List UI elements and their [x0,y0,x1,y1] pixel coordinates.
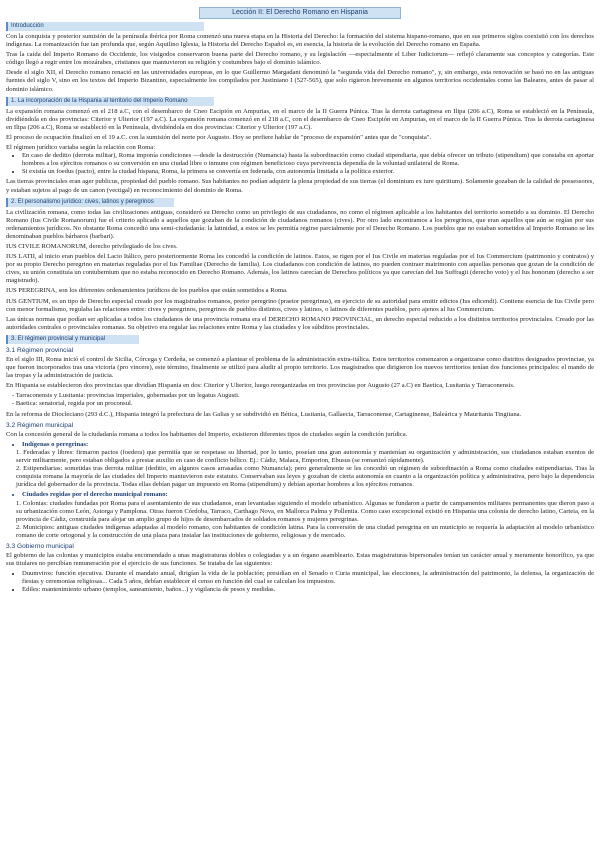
subsection-heading: 3.3 Gobierno municipal [6,542,74,550]
paragraph: IUS GENTIUM, es un tipo de Derecho especial creado por los magistrados romanos, pretor peregrino (praetor peregrinus), en ejercicio de su autoridad para emitir edictos (Ius edicendi). Contiene esencia de Ius Civile pero con menor formalismo, regulaba las relaciones entre: cives y peregrinos, peregrinos de pueblos distintos, cives y latinos, o latinos de diferentes pueblos, pero ajenos al Ius Commercium. [6,297,594,313]
list-item: • Si existía un foedus (pacto), entre la ciudad hispana, Roma, la primera se convertía en federada, con autonomía limitada a la política exterior. [22,168,594,176]
list-item: 1. Federadas y libres: firmaron pactos (foedera) que permitía que se respetase su libertad, por lo tanto, poseían una gran autonomía y mantenían su organización y administración, sus ciudadanos estaban exentos de servir militarmente, pero estaban obligados a prestar auxilio en caso de conflicto bélico. Ej.: Cádiz, Malaca, Emporion, Ebusus (se romanizó rápidamente). [16,448,594,465]
section-heading-regimen: 3. El régimen provincial y municipal [6,335,139,344]
paragraph: Las tierras provinciales eran ager publicus, propiedad del pueblo romano. Sus habitantes no podían adquirir la plena propiedad de sus tierras (el dominium ex iure quiritium). Solamente gozaban de la calidad de possessores, y estaban sujetos al pago de un canon (vectigal) en reconocimiento del dominio de Roma. [6,178,594,194]
paragraph: IUS LATII, al inicio eran pueblos del Lacio Itálico, pero posteriormente Roma les concedió la condición de latinos. Estos, se rigen por el Ius Civile en materias reguladas por el Ius Commercium (patrimonio y contratos) y por su propio Derecho peregrino en materias reguladas por el Ius Familiae (Derecho de familia). Los ciudadanos con condición de latinos, no pueden contraer matrimonio con aquellas personas que gozan de la condición de cives, su unión constituía un contubernium que no estaba reconocido en Derecho Romano. Además, los latinos carecían de Derechos políticos ya que carecían del Ius Suffragii (derecho voto) y el Ius honorum (derecho a ser magistrado). [6,253,594,285]
page-title: Lección II: El Derecho Romano en Hispania [199,7,401,19]
list-item: - Tarraconensis y Lusitania: provincias imperiales, gobernadas por un legatus Augusti. [12,392,240,400]
paragraph: IUS CIVILE ROMANORUM, derecho privilegiado de los cives. [6,242,178,250]
subsection-heading: 3.2 Régimen municipal [6,421,74,429]
category-title: • Indígenas o peregrinas: [22,441,594,449]
list-item: • Duumviros: función ejecutiva. Durante el mandato anual, dirigían la vida de la población; presidían en el Senado o Curia municipal, las elecciones, la administración del patrimonio, la defensa, la organización de fiestas y ceremonias religiosas... Cada 5 años, debían establecer el censo en función del cual se calculan los impuestos. [22,570,594,586]
paragraph: Tras la caída del Imperio Romano de Occidente, los visigodos conservaron buena parte del Derecho romano, y su legislación —especialmente el Liber Iudiciorum— reflejó claramente sus conceptos y categorías. Este código llegó a regir entre los mozárabes, cristianos que mantuvieron su religión y costumbres bajo el dominio islámico. [6,51,594,67]
peregrinas-list [6,449,594,489]
list-item: • En caso de deditio (derrota militar), Roma imponía condiciones —desde la destrucción (Numancia) hasta la subordinación como ciudad stipendiaria, que debía ofrecer un tributo (stipendium) que constaba en aportar hombres a los ejércitos romanos o su conversión en una ciudad libre o inmune con régimen beneficioso cuya pervivencia dependía de la voluntad unilateral de Roma. [22,152,594,168]
paragraph: Desde el siglo XII, el Derecho romano renació en las universidades europeas, en lo que Guillermo Margadant denominó la "segunda vida del Derecho romano", y, sin embargo, esta renovación se basó no en las antiguas fuentes del siglo V, sino en los textos del Imperio Bizantino, especialmente los compilados por Justiniano I (527-565), que solo rigieron brevemente en algunos territorios occidentales como las Baleares, antes de pasar al dominio islámico. [6,69,594,93]
provincias-list [6,392,594,408]
section-heading-incorporacion: 1. La incorporación de la Hispania al territorio del Imperio Romano [6,97,214,106]
paragraph: En la reforma de Diocleciano (293 d.C.), Hispania integró la prefectura de las Galias y se subdividió en Bética, Lusitania, Gallaecia, Tarraconense, Cartaginense, Baleárica y Mauritania Tingitana. [6,410,522,418]
category-list [6,491,594,499]
list-item: 2. Municipios: antiguas ciudades indígenas adaptadas al modelo romano, con habitantes de condición latina. Para la conversión de una ciudad peregrina en un municipio se requería la adaptación al modelo urbanístico romano de corte ortogonal y la construcción de una plaza para instalar las instituciones de gobierno, religiosas y de mercado. [16,523,594,539]
subsection-heading: 3.1 Régimen provincial [6,346,74,354]
category-list [6,441,594,449]
regimen-list [6,152,594,176]
paragraph: Con la conquista y posterior sumisión de la península ibérica por Roma comenzó una nueva etapa en la Historia del Derecho: la formación del sistema hispano-romano, que en sus primeros siglos coexistió con los derechos indígenas. La romanización fue tan profunda que, según Aquilino Iglesia, la Historia del Derecho Español es, en esencia, la historia de la evolución del Derecho romano en España. [6,33,594,49]
magistraturas-list [6,570,594,594]
paragraph: En Hispania se establecieron dos provincias que dividían Hispania en dos: Citerior y Ulterior, luego reorganizadas en tres provincias por Augusto (27 a.C) en Baetica, Lusitania y Tarraconensis. [6,382,515,390]
paragraph: IUS PEREGRINA, son los diferentes ordenamientos jurídicos de los pueblos que están sometidos a Roma. [6,287,288,295]
paragraph: Las únicas normas que podían ser aplicadas a todos los ciudadanos de una provincia romana era el DERECHO ROMANO PROVINCIAL, un derecho especial reducido a los distintos territorios provinciales. Creado por las autoridades centrales o provinciales romanas. Su objetivo era regular las relaciones entre Roma y las ciudades y los súbditos provinciales. [6,315,594,331]
list-item: 2. Estipendiarias: sometidas tras derrota militar (deditio, en algunos casos arrasadas como Numancia); pero generalmente se les concedió un régimen de subordinación a Roma como ciudades estipendiarias. Tras la conquista romana la mayoría de las ciudades del Imperio mantuvieron este estatuto. Conservaban sus leyes y gozaban de cierta autonomía en cuanto a la organización política y administrativa, pero bajo la dependencia jurídica del gobernador de la provincia. Todas ellas debían pagar un impuesto en Roma (stipendium) y debían aportar hombres a los ejércitos romanos. [16,465,594,489]
paragraph: En el siglo III, Roma inició el control de Sicilia, Córcega y Cerdeña, se comenzó a plantear el problema de la administración extra-itálica. Estos territorios comenzaron a organizarse como distritos designados provinciae, ya que fueron incorporados tras una victoria (pro vincere), este término, finalmente se utilizó para aludir al propio territorio. Los magistrados que dirigieron los nuevos territorios tenían dos funciones principales: el mando de las tropas y la administración de justicia. [6,356,594,380]
paragraph: Con la concesión general de la ciudadanía romana a todos los habitantes del Imperio, existieron diferentes tipos de ciudades según la condición jurídica. [6,430,408,438]
section-heading-personalismo: 2. El personalismo jurídico: cives, latinos y peregrinos [6,198,174,207]
category-title: • Ciudades regidas por el derecho municipal romano: [22,491,594,499]
paragraph: El gobierno de las colonias y municipios estaba encomendado a unas magistraturas dobles o colegiadas y a un órgano asambleario. Estas magistraturas bipersonales tenían un carácter anual y meramente honorífico, ya que sus titulares no percibían remuneración por el ejercicio de sus funciones. Se trataba de las siguientes: [6,552,594,568]
paragraph: El régimen jurídico variaba según la relación con Roma: [6,144,156,152]
paragraph: La civilización romana, como todas las civilizaciones antiguas, consideró su Derecho como un privilegio de sus ciudadanos, no como el régimen aplicable a los habitantes del territorio sometido a su dominio. El Derecho Romano (Ius Civile Romanorum) fue el criterio aplicado a aquellos que gozaban de la condición de ciudadanos romanos (cives). Por otro lado encontramos a los peregrinos, que eran aquellos que aún se regían por sus ordenamientos jurídicos. No obstante Roma concedió una semi-ciudadanía: la latinidad, a estos se les permitía regirse parcialmente por el Derecho Romano. Los pueblos que no estaban sometidos al Imperio Romano se les denominaban pueblos bárbaros (barbari). [6,208,594,240]
municipal-list [6,500,594,540]
list-item: 1. Colonias: ciudades fundadas por Roma para el asentamiento de sus ciudadanos, eran levantadas siguiendo el modelo urbanístico. Algunas se fundaron a partir de campamentos militares permanentes que dieron paso a su urbanización como León, Astorga y Pamplona. Otras fueron Córdoba, Tarraco, Carthago Nova, en Mallorca Palma y Pollentia. Como caso excepcional existió en Hispania una colonia de derecho latino, Carteia, en la provincia de Cádiz, construida para alojar un amplio grupo de hijos de desembarcados de soldados romanos y mujeres peregrinas. [16,499,594,523]
paragraph: La expansión romana comenzó en el 218 a.C, con el desembarco de Cneo Escipión en Ampurias, en el marco de la II Guerra Púnica. Tras la derrota cartaginesa en Ilipa (206 a.C), Roma se estableció en la Península, dividiéndola en dos provincias: Citerior y Ulterior (197 a.C). La expansión romana comenzó en el 218 a.C, con el desembarco de Cneo Escipión en Ampurias, en el marco de la II Guerra Púnica. Tras la derrota cartaginesa en Ilipa (206 a.C), Roma se estableció en la Península, dividiéndola en dos provincias: Citerior y Ulterior (197 a.C). [6,107,594,131]
section-heading-introduccion: Introducción [6,22,204,31]
paragraph: El proceso de ocupación finalizó en el 19 a.C. con la sumisión del norte por Augusto. Hoy se prefiere hablar de "proceso de expansión" antes que de "conquista". [6,133,432,141]
list-item: • Ediles: mantenimiento urbano (templos, saneamiento, baños...) y vigilancia de pesos y medidas. [22,586,594,594]
list-item: - Baetica: senatorial, regida por un proconsul. [12,400,133,408]
